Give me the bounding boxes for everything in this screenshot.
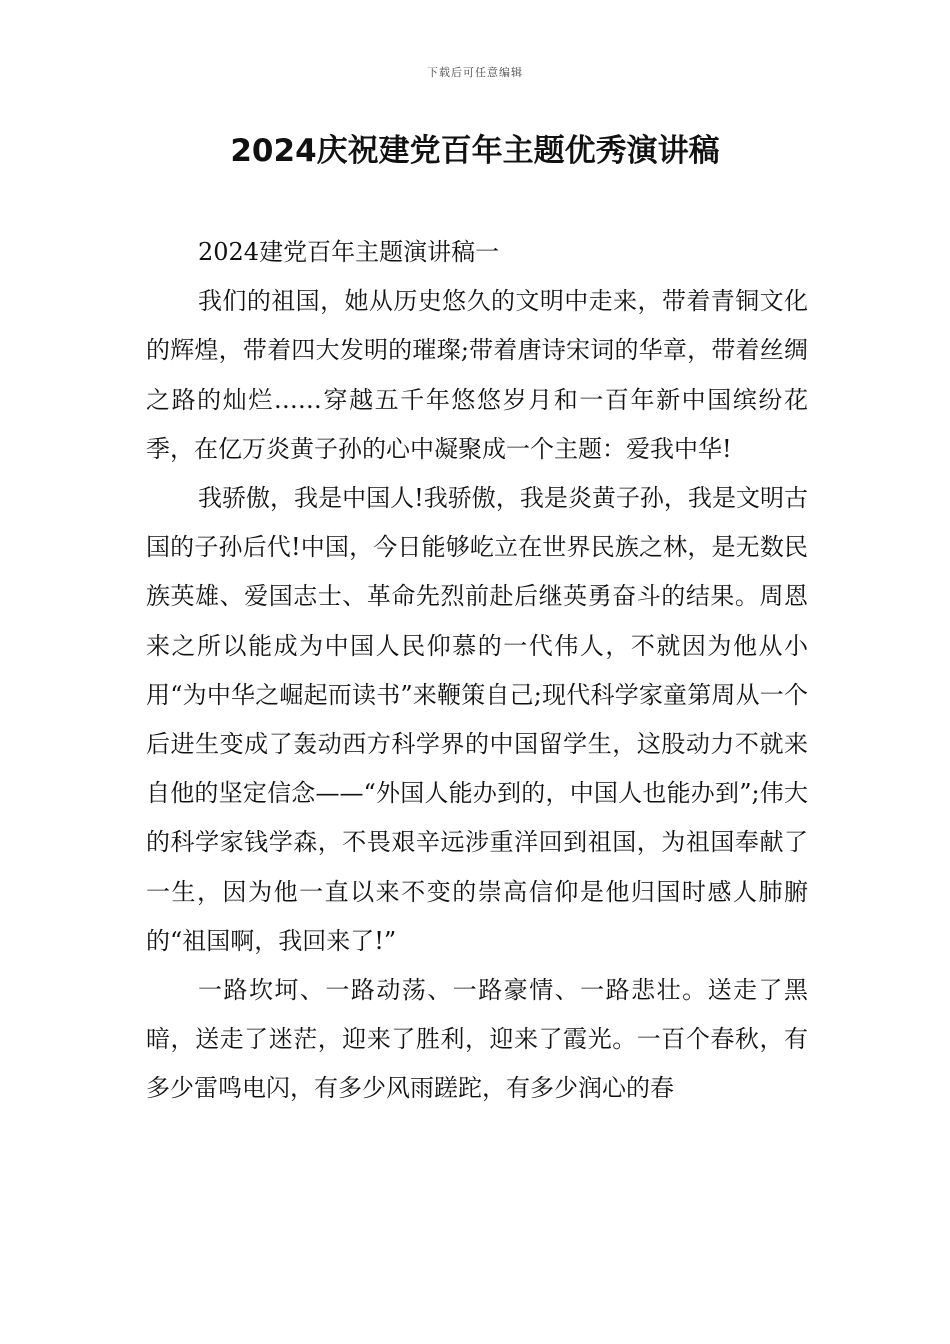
body-paragraph: 我们的祖国，她从历史悠久的文明中走来，带着青铜文化的辉煌，带着四大发明的璀璨;带着唐诗宋词的华章，带着丝绸之路的灿烂……穿越五千年悠悠岁月和一百年新中国缤纷花季，在亿万炎黄子孙的心中凝聚成一个主题：爱我中华! <box>146 287 808 463</box>
body-paragraph: 一路坎坷、一路动荡、一路豪情、一路悲壮。送走了黑暗，送走了迷茫，迎来了胜利，迎来了霞光。一百个春秋，有多少雷鸣电闪，有多少风雨蹉跎，有多少润心的春 <box>146 976 808 1103</box>
document-body <box>146 228 808 1114</box>
body-paragraph: 我骄傲，我是中国人!我骄傲，我是炎黄子孙，我是文明古国的子孙后代!中国，今日能够屹立在世界民族之林，是无数民族英雄、爱国志士、革命先烈前赴后继英勇奋斗的结果。周恩来之所以能成为中国人民仰慕的一代伟人，不就因为他从小用“为中华之崛起而读书”来鞭策自己;现代科学家童第周从一个后进生变成了轰动西方科学界的中国留学生，这股动力不就来自他的坚定信念——“外国人能办到的，中国人也能办到”;伟大的科学家钱学森，不畏艰辛远涉重洋回到祖国，为祖国奉献了一生，因为他一直以来不变的崇高信仰是他归国时感人肺腑的“祖国啊，我回来了!” <box>146 484 808 955</box>
header-note: 下载后可任意编辑 <box>427 66 523 79</box>
subtitle-paragraph: 2024建党百年主题演讲稿一 <box>198 238 500 266</box>
document-title: 2024庆祝建党百年主题优秀演讲稿 <box>230 133 720 169</box>
